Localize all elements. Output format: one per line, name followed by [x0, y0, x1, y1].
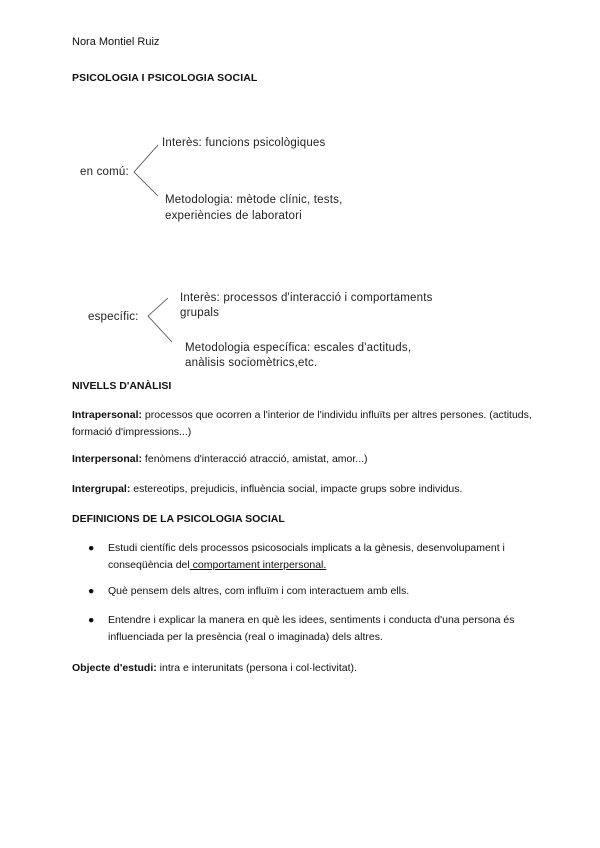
intrapersonal-label: Intrapersonal: — [72, 409, 143, 421]
intrapersonal-paragraph — [72, 407, 532, 441]
definitions-heading: DEFINICIONS DE LA PSICOLOGIA SOCIAL — [72, 513, 285, 525]
definition-1-underlined: comportament interpersonal. — [189, 559, 327, 571]
definition-text — [108, 540, 528, 574]
interpersonal-paragraph — [72, 451, 532, 468]
intergroup-label: Intergrupal: — [72, 483, 131, 495]
specific-interest-line1: Interès: processos d'interacció i comportaments — [180, 292, 433, 304]
document-title: PSICOLOGIA I PSICOLOGIA SOCIAL — [72, 72, 258, 84]
common-bracket — [134, 145, 158, 196]
common-interest: Interès: funcions psicològiques — [162, 137, 326, 149]
common-method-line2: experiències de laboratori — [165, 210, 302, 222]
specific-interest-line2: grupals — [180, 307, 220, 319]
specific-bracket — [148, 298, 172, 342]
bullet-icon: ● — [88, 585, 95, 597]
specific-label: específic: — [88, 311, 139, 323]
intergroup-paragraph — [72, 481, 532, 498]
intergroup-text: estereotips, prejudicis, influència social, impacte grups sobre individus. — [130, 483, 463, 495]
object-text: intra e interunitats (persona i col·lectivitat). — [156, 662, 357, 674]
definition-3-text: Entendre i explicar la manera en què les idees, sentiments i conducta d'una persona és influenciada per la presència (real o imaginada) dels altres. — [108, 614, 515, 643]
specific-method-line2: anàlisis sociomètrics,etc. — [185, 357, 318, 369]
interpersonal-label: Interpersonal: — [72, 453, 143, 465]
intrapersonal-text: processos que ocorren a l'interior de l'individu influïts per altres persones. (actituds, formació d'impressions...) — [72, 409, 532, 438]
bullet-icon: ● — [88, 614, 95, 626]
bullet-icon: ● — [88, 542, 95, 554]
common-method-line1: Metodologia: mètode clínic, tests, — [165, 194, 343, 206]
levels-heading: NIVELLS D'ANÀLISI — [72, 380, 172, 392]
definition-2-text: Què pensem dels altres, com influïm i com interactuem amb ells. — [108, 585, 410, 597]
common-label: en comú: — [80, 166, 129, 178]
author-name: Nora Montiel Ruiz — [72, 36, 160, 48]
interpersonal-text: fenòmens d'interacció atracció, amistat, amor...) — [142, 453, 368, 465]
object-label: Objecte d'estudi: — [72, 662, 157, 674]
object-paragraph — [72, 660, 532, 677]
definition-1-text: Estudi científic dels processos psicosocials implicats a la gènesis, desenvolupament i conseqüència del — [108, 542, 505, 571]
specific-method-line1: Metodologia específica: escales d'actituds, — [185, 342, 412, 354]
